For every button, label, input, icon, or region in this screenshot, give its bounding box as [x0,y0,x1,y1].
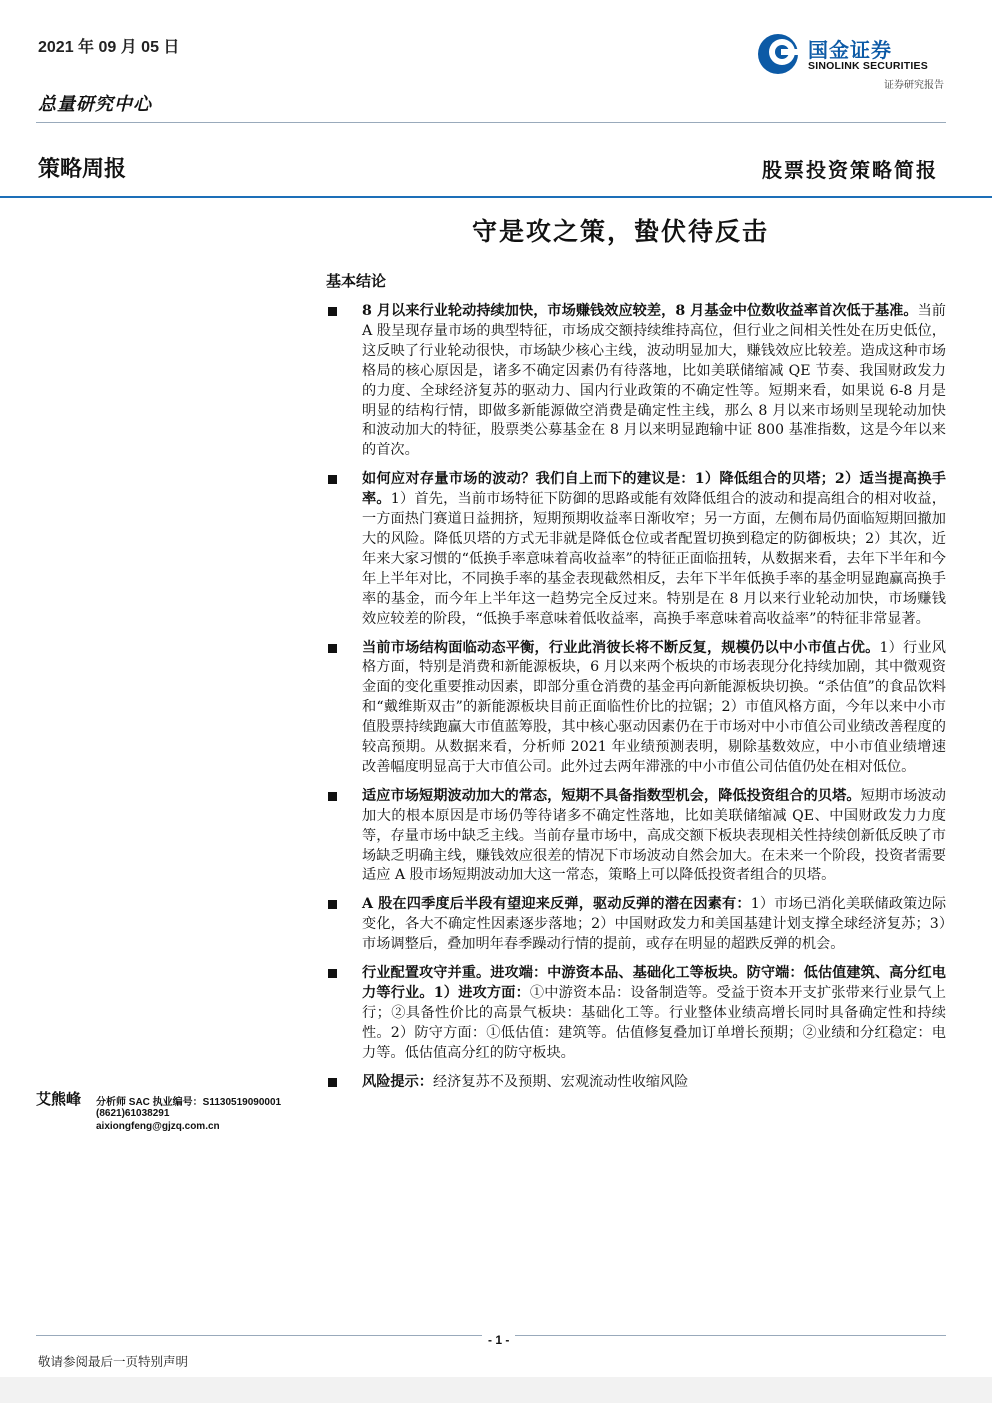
conclusion-lead: 行业配置攻守并重。进攻端：中游资本品、基础化工等板块。防守端：低估值建筑、高分红电力等行业。1）进攻方面： [362,965,946,1001]
bullet-icon [328,475,337,484]
header-blue-rule [0,196,992,198]
conclusion-body: 1）市场已消化美联储政策边际变化，各大不确定性因素逐步落地；2）中国财政发力和美国基建计划支撑全球经济复苏；3）市场调整后，叠加明年春季躁动行情的提前，或存在明显的超跌反弹的机会。 [362,896,947,953]
bullet-icon [328,969,337,978]
conclusion-item [326,302,946,461]
conclusion-body: 当前 A 股呈现存量市场的典型特征，市场成交额持续维持高位，但行业之间相关性处在历史低位，这反映了行业轮动很快，市场缺少核心主线，波动明显加大，赚钱效应比较差。造成这种市场格局的核心原因是，诸多不确定因素仍有待落地，比如美联储缩减 QE 节奏、我国财政发力的力度、全球经济复苏的驱动力、国内行业政策的不确定性等。短期来看，如果说 6-8 月是明显的结构行情，即做多新能源做空消费是确定性主线，那么 8 月以来市场则呈现轮动加快和波动加大的特征，股票类公募基金在 8 月以来明显跑输中证 800 基准指数，这是今年以来的首次。 [362,303,946,459]
analyst-phone: (8621)61038291 [96,1108,170,1119]
logo-text-cn: 国金证券 [808,38,892,62]
bottom-band [0,1377,992,1403]
conclusion-lead: 如何应对存量市场的波动？我们自上而下的建议是：1）降低组合的贝塔；2）适当提高换手率。 [362,471,946,508]
conclusion-lead: 风险提示： [362,1073,433,1090]
page-number: - 1 - [482,1333,515,1347]
logo-mark-icon [756,32,800,76]
section-title: 基本结论 [326,272,387,290]
conclusion-item [326,787,946,887]
bullet-icon [328,644,337,653]
conclusion-lead: 适应市场短期波动加大的常态，短期不具备指数型机会，降低投资组合的贝塔。 [362,787,861,804]
report-subcategory: 股票投资策略简报 [762,158,938,182]
conclusion-lead: 8 月以来行业轮动持续加快，市场赚钱效应较差，8 月基金中位数收益率首次低于基准。 [362,303,918,319]
conclusion-lead: 当前市场结构面临动态平衡，行业此消彼长将不断反复，规模仍以中小市值占优。 [362,639,880,656]
report-type: 证券研究报告 [884,80,944,91]
conclusion-lead: A 股在四季度后半段有望迎来反弹，驱动反弹的潜在因素有： [362,896,751,913]
disclaimer-note: 敬请参阅最后一页特别声明 [38,1354,189,1369]
conclusion-body: ①中游资本品：设备制造等。受益于资本开支扩张带来行业景气上行；②具备性价比的高景气板块：基础化工等。行业整体业绩高增长同时具备确定性和持续性。2）防守方面：①低估值：建筑等。估值修复叠加订单增长预期；②业绩和分红稳定：电力等。低估值高分红的防守板块。 [362,985,946,1061]
bullet-icon [328,1078,337,1087]
conclusion-item [326,964,946,1064]
bullet-icon [328,307,337,316]
conclusion-body: 经济复苏不及预期、宏观流动性收缩风险 [432,1073,689,1090]
report-date: 2021 年 09 月 05 日 [38,39,180,56]
analyst-role: 分析师 SAC 执业编号：S1130519090001 [96,1097,282,1108]
bullet-icon [328,792,337,801]
conclusions-list [326,302,946,1102]
conclusion-body: 1）行业风格方面，特别是消费和新能源板块，6 月以来两个板块的市场表现分化持续加剧，其中微观资金面的变化重要推动因素，即部分重仓消费的基金再向新能源板块切换。“杀估值”的食品饮料和“戴维斯双击”的新能源板块目前正面临性价比的拉锯；2）市值风格方面，今年以来中小市值股票持续跑赢大市值蓝筹股，其中核心驱动因素仍在于市场对中小市值公司业绩改善程度的较高预期。从数据来看，分析师 2021 年业绩预测表明，剔除基数效应，中小市值业绩增速改善幅度明显高于大市值公司。此外过去两年滞涨的中小市值公司估值仍处在相对低位。 [362,639,946,775]
analyst-name: 艾熊峰 [36,1090,82,1108]
conclusion-item [326,470,946,629]
report-category: 策略周报 [38,157,127,182]
conclusion-body: 1）首先，当前市场特征下防御的思路或能有效降低组合的波动和提高组合的相对收益，一方面热门赛道日益拥挤，短期预期收益率日渐收窄；另一方面，左侧布局仍面临短期回撤加大的风险。降低贝塔的方式无非就是降低仓位或者配置切换到稳定的防御板块；2）其次，近年来大家习惯的“低换手率意味着高收益率”的特征正面临扭转，从数据来看，去年下半年和今年上半年对比，不同换手率的基金表现截然相反，去年下半年低换手率的基金明显跑赢高换手率的基金，而今年上半年这一趋势完全反过来。特别是在 8 月以来行业轮动加快，市场赚钱效应较差的阶段，“低换手率意味着低收益率，高换手率意味着高收益率”的特征非常显著。 [362,491,946,627]
department-name: 总量研究中心 [38,94,152,115]
conclusion-body: 短期市场波动加大的根本原因是市场仍等待诸多不确定性落地，比如美联储缩减 QE、中国财政发力力度等，存量市场中缺乏主线。当前存量市场中，高成交额下板块表现相关性持续创新低反映了市场缺乏明确主线，赚钱效应很差的情况下市场波动自然会加大。在未来一个阶段，投资者需要适应 A 股市场短期波动加大这一常态，策略上可以降低投资者组合的贝塔。 [362,787,946,884]
header-divider [36,122,946,123]
conclusion-item [326,1073,946,1093]
logo-text-en: SINOLINK SECURITIES [808,60,928,72]
conclusion-item [326,895,946,955]
analyst-email[interactable]: aixiongfeng@gjzq.com.cn [96,1121,220,1132]
report-title: 守是攻之策，蛰伏待反击 [472,217,770,246]
bullet-icon [328,900,337,909]
conclusion-item [326,639,946,778]
